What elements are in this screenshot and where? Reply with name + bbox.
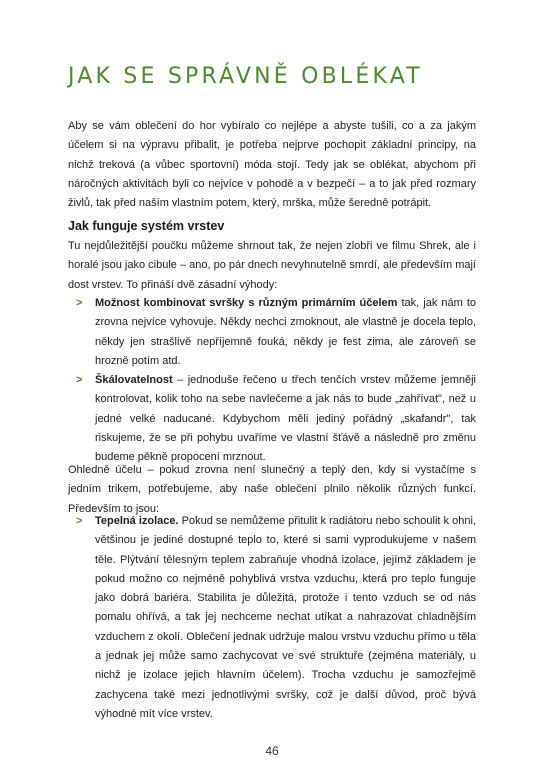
list-item-text: Pokud se nemůžeme přitulit k radiátoru nebo schoulit k ohni, většinou je jediné dostupné teplo to, které si sami vyprodukujeme v našem těle. Plýtvání tělesným teplem zabraňuje vhodná izolace, jejímž základem je pokud možno co nejméně pohyblivá vrstva vzduchu, která pro teplo funguje jako dobrá bariéra. Stabilita je důležitá, protože i tento vzduch se od nás pomalu ohřívá, a tak jej nechceme nechat utíkat a nahrazovat chladnějším vzduchem z okolí. Oblečení jednak udržuje malou vrstvu vzduchu přímo u těla a jednak jej může samo zachycovat ve své struktuře (zejména materiály, u nichž je izolace jejich hlavním účelem). Trocha vzduchu je samozřejmě zachycena také mezi jednotlivými svršky, což je další důvod, proč bývá výhodné mít více vrstev. <box>95 515 476 720</box>
page-number: 46 <box>265 744 279 758</box>
chevron-right-icon: > <box>76 374 83 387</box>
list-item-lead: Tepelná izolace. <box>95 515 179 527</box>
list-item <box>68 371 476 467</box>
list-item-lead: Škálovatelnost <box>95 374 173 387</box>
list-item <box>68 294 476 371</box>
list-item-text: tak, jak nám to zrovna nejvíce vyhovuje. Někdy nechci zmoknout, ale vlastně je docela teplo, někdy jen strašlivě nepříjemně fouká, někdy je fest zima, ale zároveň se hrozně potím atd. <box>95 297 476 367</box>
functions-list <box>68 512 476 724</box>
chevron-right-icon: > <box>76 515 83 527</box>
chapter-title: JAK SE SPRÁVNĚ OBLÉKAT <box>68 64 423 89</box>
purpose-intro-paragraph: Ohledně účelu – pokud zrovna není slunečný a teplý den, kdy si vystačíme s jedním trikem, potřebujeme, aby naše oblečení plnilo několik různých funkcí. Především to jsou: <box>68 464 476 515</box>
section-heading: Jak funguje systém vrstev <box>68 219 225 233</box>
chevron-right-icon: > <box>76 297 83 309</box>
list-item-lead: Možnost kombinovat svršky s různým primárním účelem <box>95 297 398 309</box>
list-item <box>68 512 476 724</box>
list-item-text: – jednoduše řečeno u třech tenčích vrstev můžeme jemněji kontrolovat, kolik toho na sebe navlečeme a jak nás to bude „zahřívat", než u jedné velké naducané. Kdybychom měli jediný pořádný „skafandr", tak riskujeme, že se při pohybu uvaříme ve vlastní šťávě a následně pro změnu budeme pěkně propocení mrznout. <box>95 374 476 464</box>
advantages-list <box>68 294 476 468</box>
intro-paragraph: Aby se vám oblečení do hor vybíralo co nejlépe a abyste tušili, co a za jakým účelem si na výpravu přibalit, je potřeba nejprve pochopit základní principy, na nichž treková (a vůbec sportovní) móda stojí. Tedy jak se oblékat, abychom při náročných aktivitách byli co nejvíce v pohodě a v bezpečí – a to jak před rozmary živlů, tak před naším vlastním potem, který, mrška, může šeredně potrápit. <box>68 120 476 210</box>
layers-intro-paragraph: Tu nejdůležitější poučku můžeme shrnout tak, že nejen zlobři ve filmu Shrek, ale i horalé jsou jako cibule – ano, po pár dnech nevyhnutelně smrdí, ale především mají dost vrstev. To přináší dvě zásadní výhody: <box>68 240 476 291</box>
